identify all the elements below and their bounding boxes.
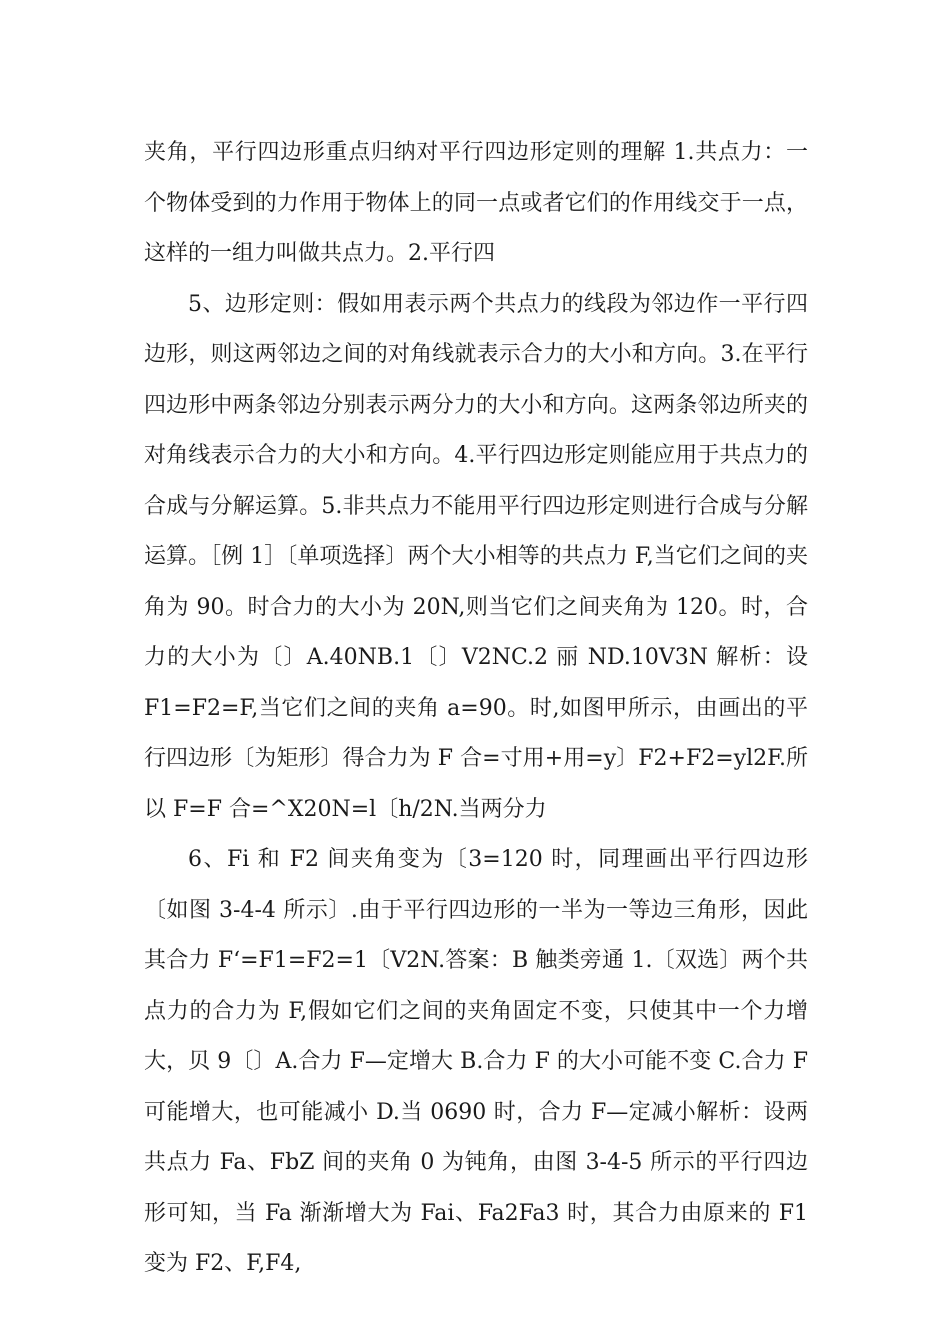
paragraph-2: 5、边形定则：假如用表示两个共点力的线段为邻边作一平行四边形，则这两邻边之间的对角线就表示合力的大小和方向。3.在平行四边形中两条邻边分别表示两分力的大小和方向。这两条邻边所夹的对角线表示合力的大小和方向。4.平行四边形定则能应用于共点力的合成与分解运算。5.非共点力不能用平行四边形定则进行合成与分解运算。［例 1］〔单项选择〕两个大小相等的共点力 F,当它们之间的夹角为 90。时合力的大小为 20N,则当它们之间夹角为 120。时，合力的大小为〔〕A.40NB.1〔〕V2NC.2 丽 ND.10V3N 解析：设 F1=F2=F,当它们之间的夹角 a=90。时,如图甲所示，由画出的平行四边形〔为矩形〕得合力为 F 合=寸用+用=y〕F2+F2=yl2F.所以 F=F 合=^X20N=l〔h/2N.当两分力 (144, 291, 808, 822)
document-body (144, 128, 808, 1290)
paragraph-3: 6、Fi 和 F2 间夹角变为〔3=120 时，同理画出平行四边形〔如图 3-4-4 所示〕.由于平行四边形的一半为一等边三角形，因此其合力 F‘=F1=F2=1〔V2N.答案：B 触类旁通 1.〔双选〕两个共点力的合力为 F,假如它们之间的夹角固定不变，只使其中一个力增大，贝 9〔〕A.合力 F—定增大 B.合力 F 的大小可能不变 C.合力 F 可能增大，也可能减小 D.当 0690 时，合力 F—定减小解析：设两共点力 Fa、FbZ 间的夹角 0 为钝角，由图 3-4-5 所示的平行四边形可知，当 Fa 渐渐增大为 Fai、Fa2Fa3 时，其合力由原来的 F1 变为 F2、F,F4, (144, 847, 808, 1276)
paragraph-1: 夹角，平行四边形重点归纳对平行四边形定则的理解 1.共点力：一个物体受到的力作用于物体上的同一点或者它们的作用线交于一点，这样的一组力叫做共点力。2.平行四 (144, 140, 808, 266)
